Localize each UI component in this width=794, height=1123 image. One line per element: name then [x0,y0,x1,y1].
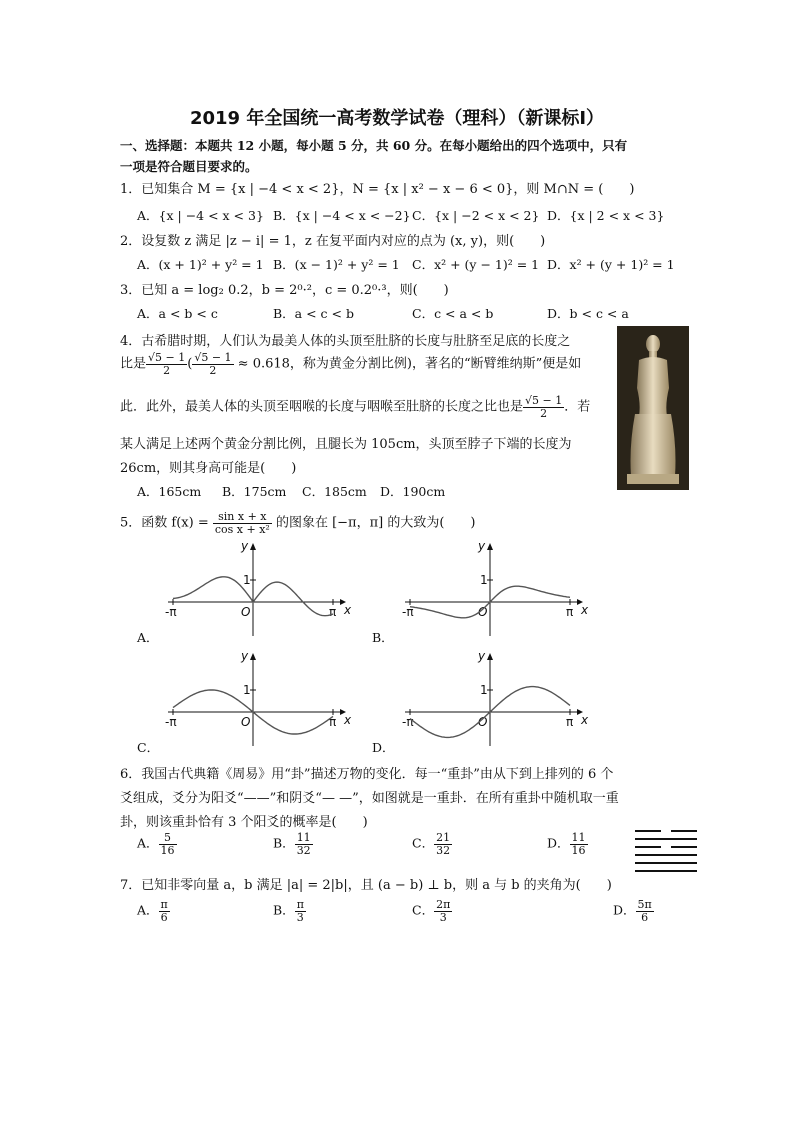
question-4-option-d: D．190cm [380,484,446,499]
axis-y-label: y [478,649,486,663]
question-2-option-b: B．(x − 1)² + y² = 1 [273,257,400,272]
section-heading-line1: 一、选择题：本题共 12 小题，每小题 5 分，共 60 分。在每小题给出的四个选项中，只有 [120,138,628,153]
section-heading-line2: 一项是符合题目要求的。 [120,159,258,174]
tick-neg-pi: -π [165,605,177,619]
graph-label-b: B． [372,630,394,645]
tick-pi: π [329,605,337,619]
question-6-line1: 6．我国古代典籍《周易》用“卦”描述万物的变化．每一“重卦”由从下到上排列的 6 个 [120,767,614,782]
tick-neg-pi: -π [165,715,177,729]
graph-d [395,648,595,748]
tick-neg-pi: -π [402,715,414,729]
graph-c [158,648,358,748]
question-7-option-d: D． $\frac{5\pi}{6}$ [613,898,652,924]
tick-pi: π [566,605,574,619]
axis-x-label: x [344,603,352,617]
tick-pi: π [566,715,574,729]
question-7-stem: 7．已知非零向量 a，b 满足 |a| = 2|b|，且 (a − b) ⊥ b，则 a 与 b 的夹角为( ) [120,878,612,893]
question-3-option-b: B．a < c < b [273,306,354,321]
question-4-option-a: A．165cm [137,484,202,499]
question-4-line2: 比是 $\frac{√5 - 1}{2}$ ( $\frac{√5 - 1}{2}$ ≈ 0.618，称为黄金分割比例)，著名的“断臂维纳斯”便是如 [120,351,582,377]
graph-label-d: D． [372,740,395,755]
golden-ratio-fraction-2: $\frac{√5 - 1}{2}$ [194,351,232,377]
question-6-option-a: A． $\frac{5}{16}$ [137,831,175,857]
question-4-line5: 26cm，则其身高可能是( ) [120,461,297,476]
axis-x-label: x [581,713,589,727]
question-3-stem: 3．已知 a = log₂ 0.2，b = 2⁰·²，c = 0.2⁰·³，则( ) [120,283,449,298]
axis-y-label: y [478,539,486,553]
question-3-option-c: C．c < a < b [412,306,494,321]
question-3-option-a: A．a < b < c [137,306,218,321]
question-1-option-a: A．{x | −4 < x < 3} [137,208,264,223]
axis-x-label: x [344,713,352,727]
tick-one: 1 [480,683,488,697]
origin-label: O [478,605,488,619]
axis-y-label: y [241,539,249,553]
tick-one: 1 [243,683,251,697]
question-7-option-a: A． $\frac{\pi}{6}$ [137,898,168,924]
question-6-option-c: C． $\frac{21}{32}$ [412,831,451,857]
question-2-option-d: D．x² + (y + 1)² = 1 [547,257,675,272]
question-6-line3: 卦，则该重卦恰有 3 个阳爻的概率是( ) [120,815,368,830]
graph-b [395,538,595,638]
axis-y-label: y [241,649,249,663]
question-4-ratio-label: 比是 [120,356,147,372]
paper-title: 2019 年全国统一高考数学试卷（理科）（新课标Ⅰ） [189,108,605,129]
origin-label: O [241,605,251,619]
question-1-stem: 1．已知集合 M = {x | −4 < x < 2}，N = {x | x² − x − 6 < 0}，则 M∩N = ( ) [120,182,635,197]
tick-one: 1 [243,573,251,587]
question-2-option-c: C．x² + (y − 1)² = 1 [412,257,540,272]
question-1-option-b: B．{x | −4 < x < −2} [273,208,411,223]
question-2-stem: 2．设复数 z 满足 |z − i| = 1，z 在复平面内对应的点为 (x, y)，则( ) [120,234,546,249]
question-4-line1: 4．古希腊时期，人们认为最美人体的头顶至肚脐的长度与肚脐至足底的长度之 [120,334,571,349]
hexagram-figure [635,828,697,876]
question-7-option-c: C． $\frac{2\pi}{3}$ [412,898,451,924]
venus-statue-image [617,326,689,490]
tick-one: 1 [480,573,488,587]
question-4-option-c: C．185cm [302,484,367,499]
question-4-option-b: B．175cm [222,484,287,499]
graph-label-c: C． [137,740,160,755]
question-6-option-d: D． $\frac{11}{16}$ [547,831,586,857]
graph-a [158,538,358,638]
golden-ratio-fraction-3: $\frac{√5 - 1}{2}$ [525,394,563,420]
question-6-line2: 爻组成，爻分为阳爻“——”和阴爻“— —”，如图就是一重卦．在所有重卦中随机取一重 [120,791,619,806]
golden-ratio-fraction: $\frac{√5 - 1}{2}$ [148,351,186,377]
question-4-line3: 此．此外，最美人体的头顶至咽喉的长度与咽喉至肚脐的长度之比也是 $\frac{√5 - 1}{2}$ ．若 [120,394,591,420]
question-4-line4: 某人满足上述两个黄金分割比例，且腿长为 105cm，头顶至脖子下端的长度为 [120,437,572,452]
tick-neg-pi: -π [402,605,414,619]
question-5-stem: 5．函数 f(x) = $\frac{\text{sin x + x}}{\text{cos x + x²}}$ 的图象在 [−π，π] 的大致为( ) [120,510,476,536]
origin-label: O [478,715,488,729]
function-fraction: $\frac{\text{sin x + x}}{\text{cos x + x²}}$ [214,510,270,536]
question-7-option-b: B． $\frac{\pi}{3}$ [273,898,304,924]
question-2-option-a: A．(x + 1)² + y² = 1 [137,257,264,272]
origin-label: O [241,715,251,729]
question-3-option-d: D．b < c < a [547,306,629,321]
question-1-option-d: D．{x | 2 < x < 3} [547,208,665,223]
axis-x-label: x [581,603,589,617]
tick-pi: π [329,715,337,729]
question-6-option-b: B． $\frac{11}{32}$ [273,831,311,857]
question-1-option-c: C．{x | −2 < x < 2} [412,208,540,223]
graph-label-a: A． [137,630,159,645]
